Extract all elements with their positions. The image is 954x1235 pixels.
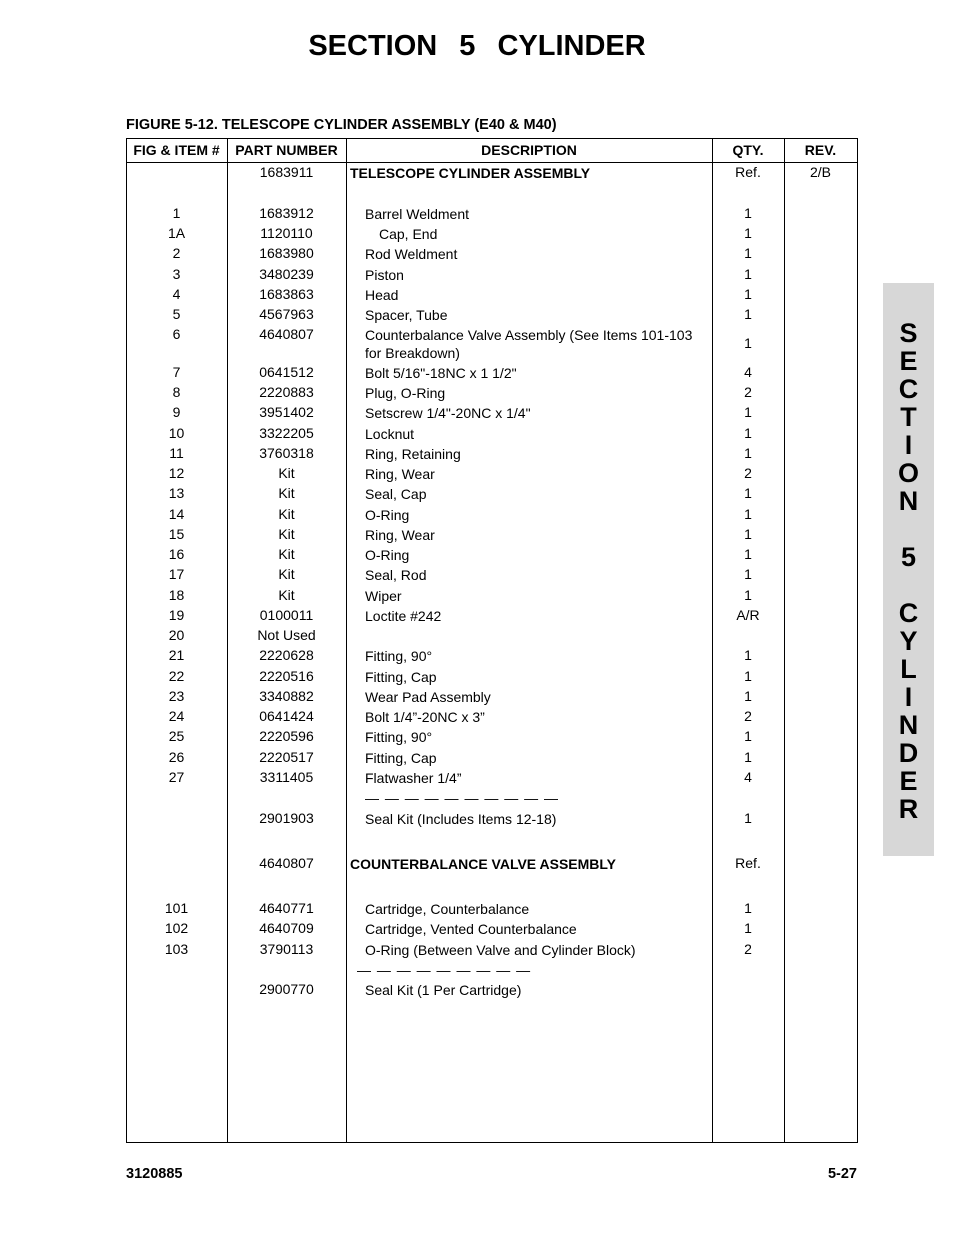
- quantity: 1: [744, 266, 752, 282]
- description: Ring, Retaining: [365, 446, 461, 462]
- table-row: [0, 286, 954, 306]
- table-row: [0, 607, 954, 627]
- table-row: [0, 587, 954, 607]
- part-number: 4640771: [259, 900, 314, 916]
- quantity: 1: [744, 485, 752, 501]
- section-tab-letter: C: [898, 598, 919, 628]
- description: Seal, Rod: [365, 567, 427, 583]
- description: Rod Weldment: [365, 246, 458, 262]
- item-number: 3: [172, 266, 181, 282]
- table-row: [0, 306, 954, 326]
- column-header-description: DESCRIPTION: [481, 142, 577, 158]
- quantity: 1: [744, 688, 752, 704]
- description: Fitting, 90°: [365, 729, 433, 745]
- table-row: [0, 485, 954, 505]
- table-row: [0, 364, 954, 384]
- part-number: Kit: [278, 465, 295, 481]
- item-number: 6: [172, 326, 181, 342]
- table-row: [0, 627, 954, 647]
- item-number: 21: [168, 647, 185, 663]
- page-title: SECTION 5 CYLINDER: [308, 30, 646, 62]
- quantity: 1: [744, 335, 752, 351]
- item-number: 2: [172, 245, 181, 261]
- figure-caption: FIGURE 5-12. TELESCOPE CYLINDER ASSEMBLY (E40 & M40): [126, 117, 557, 133]
- part-number: 4640709: [259, 920, 314, 936]
- quantity: 1: [744, 506, 752, 522]
- table-row: [0, 445, 954, 465]
- description: Bolt 5/16"-18NC x 1 1/2": [365, 365, 517, 381]
- table-row: [0, 810, 954, 830]
- table-row: [0, 728, 954, 748]
- quantity: 2: [744, 941, 752, 957]
- quantity: 1: [744, 566, 752, 582]
- part-number: 1683863: [259, 286, 314, 302]
- description: Bolt 1/4”-20NC x 3”: [365, 709, 485, 725]
- description: Cartridge, Vented Counterbalance: [365, 921, 577, 937]
- item-number: 4: [172, 286, 181, 302]
- section-tab-letter: E: [899, 346, 918, 376]
- item-number: 12: [168, 465, 185, 481]
- item-number: 10: [168, 425, 185, 441]
- section-tab-letter: [883, 515, 934, 543]
- description: Wear Pad Assembly: [365, 689, 491, 705]
- part-number: Kit: [278, 566, 295, 582]
- part-number: Kit: [278, 506, 295, 522]
- item-number: 18: [168, 587, 185, 603]
- part-number: Kit: [278, 546, 295, 562]
- quantity: A/R: [736, 607, 760, 623]
- part-number: 0100011: [259, 607, 314, 623]
- quantity: 1: [744, 425, 752, 441]
- table-row: [0, 900, 954, 920]
- part-number: 2220628: [259, 647, 314, 663]
- description: Locknut: [365, 426, 415, 442]
- part-number: 1683980: [259, 245, 314, 261]
- table-row: [0, 961, 954, 981]
- section-tab-letter: E: [899, 766, 918, 796]
- item-number: 7: [172, 364, 181, 380]
- quantity: 1: [744, 920, 752, 936]
- table-row: [0, 266, 954, 286]
- description: TELESCOPE CYLINDER ASSEMBLY: [350, 165, 591, 181]
- part-number: 2220596: [259, 728, 314, 744]
- description: O-Ring (Between Valve and Cylinder Block): [365, 942, 636, 958]
- part-number: Kit: [278, 485, 295, 501]
- table-row: [0, 326, 954, 361]
- section-tab-letter: L: [900, 654, 917, 684]
- quantity: 1: [744, 728, 752, 744]
- section-tab-letter: D: [898, 738, 919, 768]
- column-header-item: FIG & ITEM #: [133, 142, 220, 158]
- section-tab-letter: O: [897, 458, 919, 488]
- table-row: [0, 941, 954, 961]
- part-number: 3311405: [259, 769, 314, 785]
- quantity: 1: [744, 900, 752, 916]
- description: Seal, Cap: [365, 486, 427, 502]
- description: COUNTERBALANCE VALVE ASSEMBLY: [350, 856, 617, 872]
- part-number: 1120110: [260, 225, 313, 241]
- item-number: 101: [164, 900, 189, 916]
- part-number: 3760318: [259, 445, 314, 461]
- quantity: 1: [744, 668, 752, 684]
- item-number: 24: [168, 708, 185, 724]
- section-tab: [883, 283, 934, 856]
- quantity: 4: [744, 364, 752, 380]
- part-number: 2220517: [259, 749, 314, 765]
- description: Loctite #242: [365, 608, 442, 624]
- item-number: 9: [172, 404, 181, 420]
- part-number: 3480239: [259, 266, 314, 282]
- quantity: 1: [744, 225, 752, 241]
- description: Barrel Weldment: [365, 206, 470, 222]
- description: Seal Kit (Includes Items 12-18): [365, 811, 557, 827]
- quantity: 1: [744, 306, 752, 322]
- table-row: [0, 647, 954, 667]
- quantity: 1: [744, 810, 752, 826]
- part-number: 3951402: [259, 404, 314, 420]
- quantity: 2: [744, 384, 752, 400]
- description: Fitting, 90°: [365, 648, 433, 664]
- description: Setscrew 1/4"-20NC x 1/4": [365, 405, 531, 421]
- item-number: 25: [168, 728, 185, 744]
- quantity: 1: [744, 245, 752, 261]
- part-number: 2901903: [259, 810, 314, 826]
- item-number: 1A: [167, 225, 186, 241]
- part-number: 4640807: [259, 855, 314, 871]
- table-row: [0, 789, 954, 809]
- quantity: 1: [744, 526, 752, 542]
- description: Cartridge, Counterbalance: [365, 901, 530, 917]
- item-number: 26: [168, 749, 185, 765]
- table-row: [0, 769, 954, 789]
- quantity: 1: [744, 546, 752, 562]
- table-row: [0, 245, 954, 265]
- part-number: Kit: [278, 526, 295, 542]
- part-number: 3322205: [259, 425, 314, 441]
- quantity: 1: [744, 205, 752, 221]
- part-number: Not Used: [257, 627, 316, 643]
- part-number: 1683912: [259, 205, 314, 221]
- section-tab-letter: N: [898, 486, 919, 516]
- item-number: 23: [168, 688, 185, 704]
- table-row: [0, 981, 954, 1001]
- table-row: [0, 526, 954, 546]
- description: Head: [365, 287, 399, 303]
- section-tab-letter: 5: [900, 542, 917, 572]
- item-number: 13: [168, 485, 185, 501]
- item-number: 20: [168, 627, 185, 643]
- quantity: 2: [744, 708, 752, 724]
- section-tab-letter: N: [898, 710, 919, 740]
- item-number: 16: [168, 546, 185, 562]
- description: Piston: [365, 267, 404, 283]
- part-number: 2900770: [259, 981, 314, 997]
- quantity: 1: [744, 647, 752, 663]
- item-number: 19: [168, 607, 185, 623]
- table-row: [0, 425, 954, 445]
- description: Counterbalance Valve Assembly (See Items 101-103 for Breakdown): [365, 327, 693, 361]
- quantity: 1: [744, 286, 752, 302]
- item-number: 5: [172, 306, 181, 322]
- table-row: [0, 465, 954, 485]
- column-header-rev: REV.: [804, 142, 837, 158]
- section-tab-letter: I: [904, 430, 913, 460]
- table-row: [0, 855, 954, 875]
- section-tab-letter: Y: [899, 626, 918, 656]
- description: Fitting, Cap: [365, 750, 437, 766]
- part-number: 0641424: [259, 708, 314, 724]
- item-number: 8: [172, 384, 181, 400]
- description: Ring, Wear: [365, 527, 435, 543]
- table-row: [0, 566, 954, 586]
- part-number: Kit: [278, 587, 295, 603]
- description: O-Ring: [365, 507, 410, 523]
- section-tab-letter: R: [898, 794, 919, 824]
- description: — — — — — — — — — —: [365, 790, 560, 806]
- item-number: 11: [169, 445, 184, 461]
- table-row: [0, 708, 954, 728]
- item-number: 27: [168, 769, 185, 785]
- header-divider: [126, 162, 858, 163]
- column-header-qty: QTY.: [732, 142, 764, 158]
- description: Spacer, Tube: [365, 307, 448, 323]
- description: Plug, O-Ring: [365, 385, 446, 401]
- section-tab-letter: I: [904, 682, 913, 712]
- item-number: 102: [164, 920, 189, 936]
- part-number: 2220883: [259, 384, 314, 400]
- description: Wiper: [365, 588, 402, 604]
- document-number: 3120885: [126, 1166, 183, 1182]
- item-number: 103: [164, 941, 189, 957]
- column-header-part: PART NUMBER: [235, 142, 338, 158]
- table-row: [0, 404, 954, 424]
- item-number: 17: [168, 566, 185, 582]
- table-row: [0, 384, 954, 404]
- quantity: 1: [744, 587, 752, 603]
- part-number: 0641512: [259, 364, 314, 380]
- item-number: 1: [172, 205, 181, 221]
- section-tab-letter: C: [898, 374, 919, 404]
- part-number: 3790113: [259, 941, 314, 957]
- item-number: 22: [168, 668, 185, 684]
- quantity: 1: [744, 445, 752, 461]
- description: Seal Kit (1 Per Cartridge): [365, 982, 522, 998]
- description: Fitting, Cap: [365, 669, 437, 685]
- table-row: [0, 688, 954, 708]
- description: — — — — — — — — —: [357, 962, 532, 978]
- quantity: Ref.: [735, 164, 761, 180]
- table-row: [0, 668, 954, 688]
- page-number: 5-27: [827, 1166, 857, 1182]
- part-number: 4567963: [259, 306, 314, 322]
- description: Ring, Wear: [365, 466, 435, 482]
- section-tab-letter: T: [900, 402, 917, 432]
- description: Flatwasher 1/4”: [365, 770, 462, 786]
- quantity: 4: [744, 769, 752, 785]
- table-row: [0, 749, 954, 769]
- quantity: 1: [744, 404, 752, 420]
- table-row: [0, 506, 954, 526]
- section-tab-label: [883, 319, 934, 823]
- quantity: 2: [744, 465, 752, 481]
- revision: 2/B: [809, 164, 831, 180]
- table-row: [0, 225, 954, 245]
- part-number: 2220516: [259, 668, 314, 684]
- quantity: 1: [744, 749, 752, 765]
- item-number: 15: [168, 526, 185, 542]
- description: O-Ring: [365, 547, 410, 563]
- table-row: [0, 920, 954, 940]
- quantity: Ref.: [735, 855, 761, 871]
- section-tab-letter: S: [899, 318, 918, 348]
- table-row: [0, 546, 954, 566]
- part-number: 1683911: [259, 164, 314, 180]
- part-number: 4640807: [259, 326, 314, 342]
- table-row: [0, 205, 954, 225]
- section-tab-letter: [883, 571, 934, 599]
- item-number: 14: [168, 506, 185, 522]
- description: Cap, End: [379, 226, 438, 242]
- part-number: 3340882: [259, 688, 314, 704]
- table-row: [0, 164, 954, 184]
